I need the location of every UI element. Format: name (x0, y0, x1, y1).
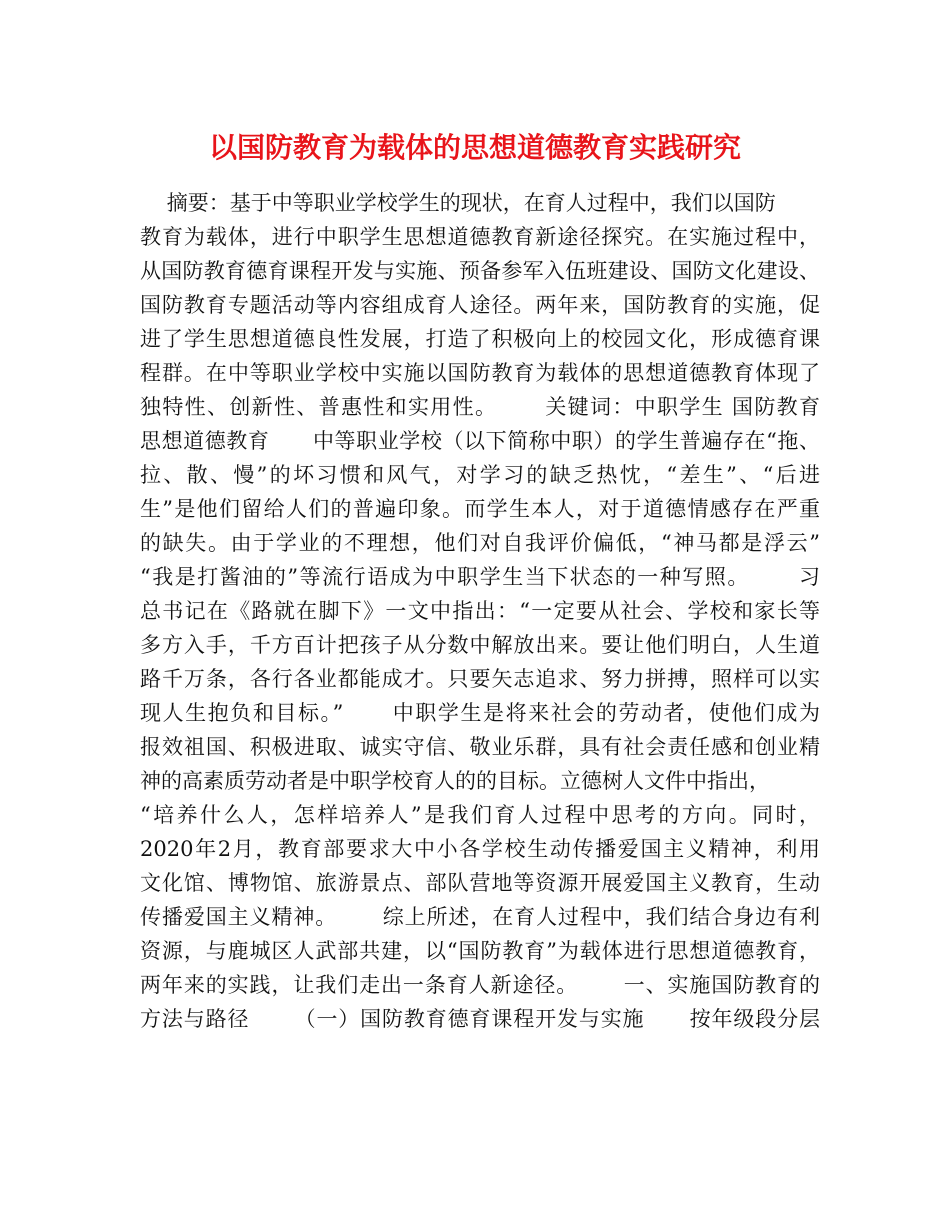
body-line-2: 教育为载体，进行中职学生思想道德教育新途径探究。在实施过程中， (140, 225, 820, 249)
body-line-13: 总书记在《路就在脚下》一文中指出：“一定要从社会、学校和家长等 (140, 599, 820, 623)
body-line-16: 现人生抱负和目标。” 中职学生是将来社会的劳动者，使他们成为 (140, 701, 820, 725)
body-line-7: 独特性、创新性、普惠性和实用性。 关键词：中职学生 国防教育 (140, 395, 820, 419)
document-title: 以国防教育为载体的思想道德教育实践研究 (208, 131, 741, 164)
body-line-10: 生”是他们留给人们的普遍印象。而学生本人，对于道德情感存在严重 (140, 497, 820, 521)
body-line-3: 从国防教育德育课程开发与实施、预备参军入伍班建设、国防文化建设、 (140, 259, 820, 283)
body-line-19: “培养什么人，怎样培养人”是我们育人过程中思考的方向。同时， (140, 803, 820, 827)
body-line-22: 传播爱国主义精神。 综上所述，在育人过程中，我们结合身边有利 (140, 905, 820, 929)
body-line-4: 国防教育专题活动等内容组成育人途径。两年来，国防教育的实施，促 (140, 293, 820, 317)
body-line-9: 拉、散、慢”的坏习惯和风气，对学习的缺乏热忱，“差生”、“后进 (140, 463, 820, 487)
body-line-14: 多方入手，千方百计把孩子从分数中解放出来。要让他们明白，人生道 (140, 633, 820, 657)
body-line-24: 两年来的实践，让我们走出一条育人新途径。 一、实施国防教育的 (140, 973, 820, 997)
body-line-6: 程群。在中等职业学校中实施以国防教育为载体的思想道德教育体现了 (140, 361, 820, 385)
body-line-20: 2020年2月，教育部要求大中小各学校生动传播爱国主义精神，利用 (140, 837, 820, 861)
body-line-1: 摘要：基于中等职业学校学生的现状，在育人过程中，我们以国防 (140, 191, 776, 215)
body-line-5: 进了学生思想道德良性发展，打造了积极向上的校园文化，形成德育课 (140, 327, 820, 351)
body-line-17: 报效祖国、积极进取、诚实守信、敬业乐群，具有社会责任感和创业精 (140, 735, 820, 759)
body-line-15: 路千万条，各行各业都能成才。只要矢志追求、努力拼搏，照样可以实 (140, 667, 820, 691)
body-line-23: 资源，与鹿城区人武部共建，以“国防教育”为载体进行思想道德教育， (140, 939, 820, 963)
body-line-11: 的缺失。由于学业的不理想，他们对自我评价偏低，“神马都是浮云” (140, 531, 820, 555)
body-line-21: 文化馆、博物馆、旅游景点、部队营地等资源开展爱国主义教育，生动 (140, 871, 820, 895)
body-line-18: 神的高素质劳动者是中职学校育人的的目标。立德树人文件中指出， (140, 769, 770, 793)
body-line-8: 思想道德教育 中等职业学校（以下简称中职）的学生普遍存在“拖、 (140, 429, 820, 453)
body-line-12: “我是打酱油的”等流行语成为中职学生当下状态的一种写照。 习 (140, 565, 820, 589)
body-line-25: 方法与路径 （一）国防教育德育课程开发与实施 按年级段分层 (140, 1007, 820, 1031)
